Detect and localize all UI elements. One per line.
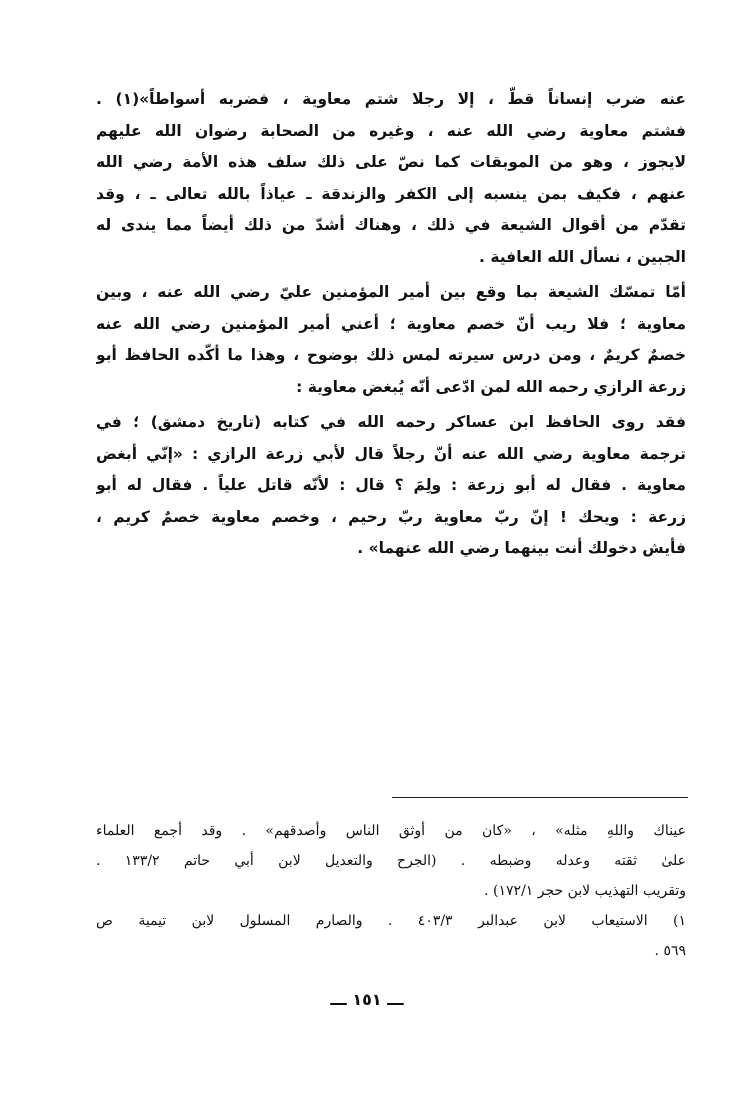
text-line: الجبين ، نسأل الله العافية . — [479, 247, 686, 266]
text-line: لايجوز ، وهو من الموبقات كما نصّ على ذلك سلف هذه الأمة رضي الله — [96, 153, 686, 171]
text-line: أمّا تمسّك الشيعة بما وقع بين أمير المؤمنين عليّ رضي الله عنه ، وبين — [96, 283, 686, 301]
footnote-line: وتقريب التهذيب لابن حجر ١٧٢/١) . — [484, 883, 686, 899]
text-line: معاوية . فقال له أبو زرعة : ولِمَ ؟ قال : لأنّه قاتل علياً . فقال له أبو — [96, 476, 686, 494]
text-line: خصمٌ كريمٌ ، ومن درس سيرته لمس ذلك بوضوح ، وهذا ما أكّده الحافظ أبو — [96, 346, 686, 364]
footnote-line: ٥٦٩ . — [654, 943, 686, 959]
text-line: زرعة : ويحك ! إنّ ربّ معاوية ربّ رحيم ، وخصم معاوية خصمٌ كريم ، — [96, 507, 686, 526]
text-line: ترجمة معاوية رضي الله عنه أنّ رجلاً قال لأبي زرعة الرازي : «إنّي أبغض — [96, 444, 686, 463]
page-number: ـــ ١٥١ ـــ — [330, 990, 404, 1009]
footnote-separator — [392, 797, 688, 798]
text-line: معاوية ؛ فلا ريب أنّ خصم معاوية ؛ أعني أمير المؤمنين رضي الله عنه — [96, 314, 686, 333]
text-line: فأيش دخولك أنت بينهما رضي الله عنهما» . — [357, 539, 686, 557]
main-text — [96, 84, 686, 565]
text-line: فقد روى الحافظ ابن عساكر رحمه الله في كتابه (تاريخ دمشق) ؛ في — [96, 413, 686, 431]
footnote-line: عيناك واللهِ مثله» ، «كان من أوثق الناس وأصدقهم» . وقد أجمع العلماء — [96, 823, 686, 839]
text-line: عنهم ، فكيف بمن ينسبه إلى الكفر والزندقة ـ عياذاً بالله تعالى ـ ، وقد — [96, 184, 686, 203]
text-line: فشتم معاوية رضي الله عنه ، وغيره من الصحابة رضوان الله عليهم — [96, 121, 686, 140]
footnotes — [96, 816, 686, 966]
footnote-line: ١) الاستيعاب لابن عبدالبر ٤٠٣/٣ . والصارم المسلول لابن تيمية ص — [96, 913, 686, 929]
footnote-line: علىٰ ثقته وعدله وضبطه . (الجرح والتعديل لابن أبي حاتم ١٣٣/٢ . — [96, 853, 686, 869]
text-line: تقدّم من أقوال الشيعة في ذلك ، وهناك أشدّ من ذلك أيضاً مما يندى له — [96, 216, 686, 234]
text-line: عنه ضرب إنساناً قطّ ، إلا رجلا شتم معاوية ، فضربه أسواطاً»(١) . — [96, 90, 686, 108]
text-line: زرعة الرازي رحمه الله لمن ادّعى أنّه يُبغض معاوية : — [296, 377, 686, 396]
